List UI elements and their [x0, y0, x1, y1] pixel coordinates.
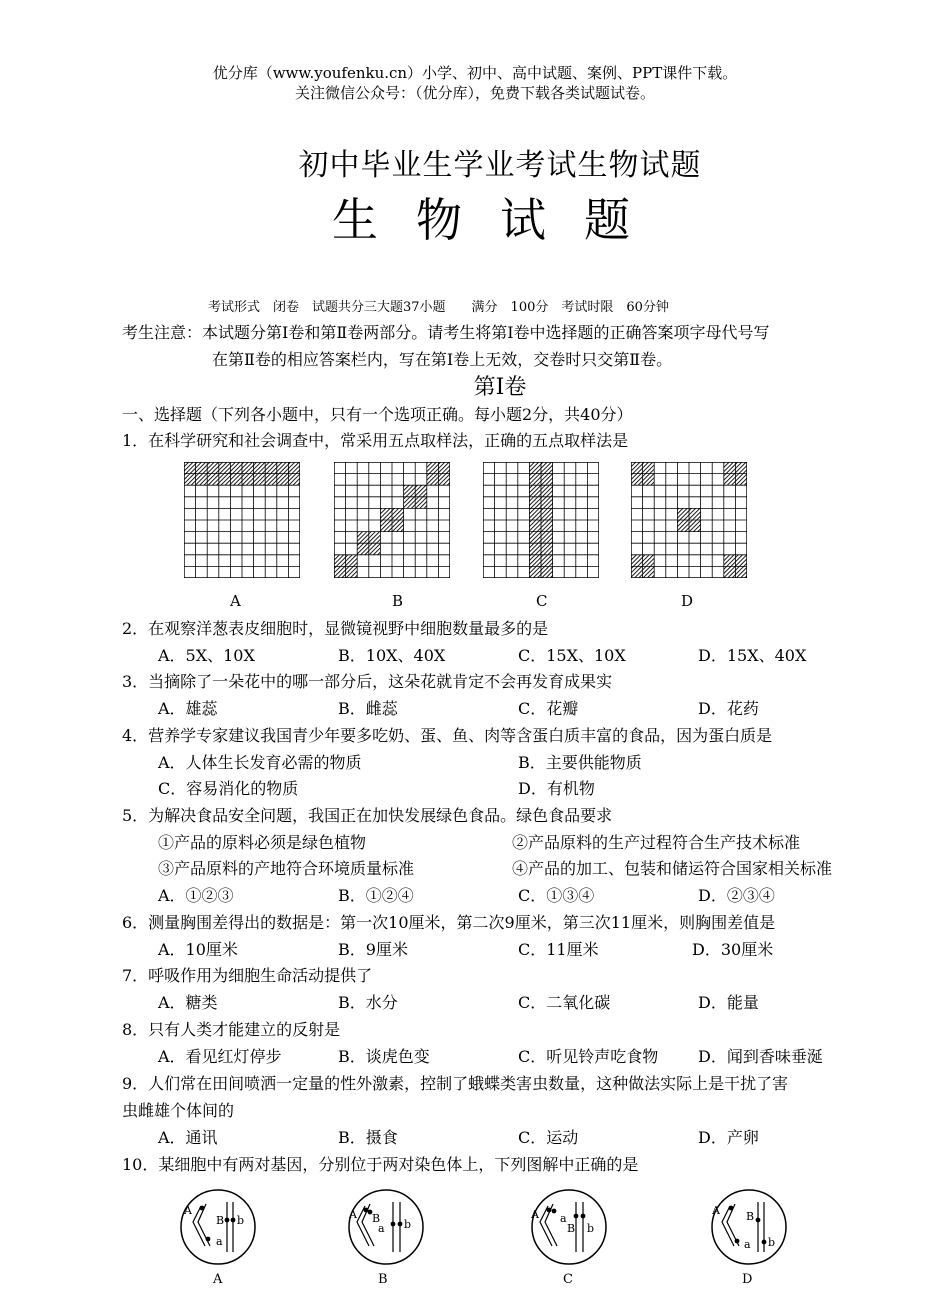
- q6-option-c: C．11厘米: [518, 940, 599, 959]
- sample-cell: [242, 474, 254, 486]
- notice-line-1: 考生注意：本试题分第Ⅰ卷和第Ⅱ卷两部分。请考生将第Ⅰ卷中选择题的正确答案项字母代号写: [122, 323, 770, 342]
- sample-cell: [724, 555, 736, 567]
- q5-statement-3: ③产品原料的产地符合环境质量标准: [158, 859, 415, 878]
- q5-option-d: D．②③④: [698, 886, 775, 905]
- q8-option-b: B．谈虎色变: [338, 1047, 430, 1066]
- q5-statement-1: ①产品的原料必须是绿色植物: [158, 833, 367, 852]
- q10-d-label-B: B: [746, 1210, 755, 1223]
- q10-a-label-b: b: [237, 1214, 245, 1227]
- sample-cell: [346, 555, 358, 567]
- sample-cell: [631, 474, 643, 486]
- sample-cell: [541, 566, 553, 578]
- q1-caption-d: D: [681, 592, 694, 610]
- sample-cell: [254, 474, 266, 486]
- q10-caption-c: C: [563, 1272, 573, 1287]
- sample-cell: [724, 462, 736, 474]
- sample-cell: [230, 462, 242, 474]
- q7-stem: 7．呼吸作用为细胞生命活动提供了: [122, 966, 373, 985]
- q10-a-label-A: A: [184, 1204, 192, 1217]
- sample-cell: [541, 555, 553, 567]
- sample-cell: [277, 462, 289, 474]
- sample-cell: [529, 543, 541, 555]
- sample-cell: [254, 462, 266, 474]
- sample-cell: [207, 474, 219, 486]
- q10-stem: 10．某细胞中有两对基因，分别位于两对染色体上，下列图解中正确的是: [122, 1155, 639, 1174]
- sample-cell: [735, 555, 747, 567]
- q9-stem-line-1: 9．人们常在田间喷洒一定量的性外激素，控制了蛾蝶类害虫数量，这种做法实际上是干扰了害: [122, 1074, 789, 1093]
- sample-cell: [689, 520, 701, 532]
- q8-option-c: C．听见铃声吃食物: [518, 1047, 659, 1066]
- sample-cell: [529, 555, 541, 567]
- sample-cell: [404, 485, 416, 497]
- exam-info: 考试形式 闭卷 试题共分三大题37小题 满分 100分 考试时限 60分钟: [208, 300, 669, 315]
- q10-a-label-B: B: [216, 1214, 225, 1227]
- q1-grid-d: [631, 462, 747, 578]
- q4-option-c: C．容易消化的物质: [158, 779, 299, 798]
- q4-stem: 4．营养学专家建议我国青少年要多吃奶、蛋、鱼、肉等含蛋白质丰富的食品，因为蛋白质是: [122, 726, 773, 745]
- sample-cell: [334, 566, 346, 578]
- q1-caption-b: B: [392, 592, 404, 610]
- sample-cell: [288, 462, 300, 474]
- q1-caption-c: C: [536, 592, 548, 610]
- sample-cell: [529, 520, 541, 532]
- sample-cell: [735, 462, 747, 474]
- sample-cell: [689, 508, 701, 520]
- sample-cell: [631, 566, 643, 578]
- q7-option-a: A．糖类: [158, 993, 218, 1012]
- sample-cell: [724, 474, 736, 486]
- q10-a-label-a: a: [216, 1235, 223, 1248]
- site-header-line-1: 优分库（www.youfenku.cn）小学、初中、高中试题、案例、PPT课件下载。: [212, 64, 738, 82]
- sample-cell: [392, 508, 404, 520]
- q10-c-label-b: b: [587, 1222, 595, 1235]
- q10-b-label-B: B: [372, 1212, 381, 1225]
- sample-cell: [541, 543, 553, 555]
- sample-cell: [541, 485, 553, 497]
- notice-line-2: 在第Ⅱ卷的相应答案栏内，写在第Ⅰ卷上无效，交卷时只交第Ⅱ卷。: [212, 350, 673, 369]
- sample-cell: [357, 543, 369, 555]
- site-header-line-2: 关注微信公众号：（优分库），免费下载各类试题试卷。: [294, 84, 655, 102]
- q2-option-c: C．15X、10X: [518, 646, 626, 665]
- q10-d-label-A: A: [712, 1204, 720, 1217]
- q3-option-c: C．花瓣: [518, 699, 579, 718]
- section-title: 第Ⅰ卷: [473, 375, 527, 400]
- q10-c-label-A: A: [531, 1208, 539, 1221]
- q5-option-c: C．①③④: [518, 886, 595, 905]
- q1-caption-a: A: [230, 592, 241, 610]
- q10-cell-d: [706, 1184, 792, 1270]
- q10-cell-a: [175, 1184, 261, 1270]
- sample-cell: [541, 520, 553, 532]
- sample-cell: [184, 474, 196, 486]
- sample-cell: [288, 474, 300, 486]
- q2-option-d: D．15X、40X: [698, 646, 807, 665]
- sample-cell: [677, 508, 689, 520]
- sample-cell: [735, 474, 747, 486]
- sample-cell: [529, 485, 541, 497]
- sample-cell: [230, 474, 242, 486]
- q10-caption-a: A: [213, 1272, 223, 1287]
- q6-option-d: D．30厘米: [692, 940, 774, 959]
- sample-cell: [427, 474, 439, 486]
- sample-cell: [427, 462, 439, 474]
- sample-cell: [631, 462, 643, 474]
- q6-stem: 6．测量胸围差得出的数据是：第一次10厘米，第二次9厘米，第三次11厘米，则胸围差值是: [122, 913, 776, 932]
- q10-d-label-b: b: [768, 1236, 776, 1249]
- sample-cell: [196, 462, 208, 474]
- q4-option-a: A．人体生长发育必需的物质: [158, 753, 362, 772]
- q3-option-b: B．雌蕊: [338, 699, 398, 718]
- q6-option-b: B．9厘米: [338, 940, 408, 959]
- sample-cell: [265, 462, 277, 474]
- sample-cell: [207, 462, 219, 474]
- q10-cell-b: [343, 1184, 429, 1270]
- sample-cell: [529, 566, 541, 578]
- sample-cell: [438, 474, 450, 486]
- sample-cell: [392, 520, 404, 532]
- q4-option-b: B．主要供能物质: [518, 753, 642, 772]
- sample-cell: [541, 474, 553, 486]
- exam-title: 初中毕业生学业考试生物试题: [298, 148, 702, 183]
- q8-option-d: D．闻到香味垂涎: [698, 1047, 823, 1066]
- sample-cell: [529, 497, 541, 509]
- sample-cell: [404, 497, 416, 509]
- q8-stem: 8．只有人类才能建立的反射是: [122, 1020, 341, 1039]
- q3-option-d: D．花药: [698, 699, 759, 718]
- q5-option-b: B．①②④: [338, 886, 414, 905]
- q9-stem-line-2: 虫雌雄个体间的: [122, 1101, 235, 1120]
- sample-cell: [643, 566, 655, 578]
- sample-cell: [677, 520, 689, 532]
- q10-b-label-a: a: [378, 1222, 385, 1235]
- q5-statement-2: ②产品原料的生产过程符合生产技术标准: [512, 833, 801, 852]
- q1-grid-a: [184, 462, 300, 578]
- q3-stem: 3．当摘除了一朵花中的哪一部分后，这朵花就肯定不会再发育成果实: [122, 672, 613, 691]
- part-heading: 一、选择题（下列各小题中，只有一个选项正确。每小题2分，共40分）: [122, 405, 633, 424]
- q5-stem: 5．为解决食品安全问题，我国正在加快发展绿色食品。绿色食品要求: [122, 806, 613, 825]
- sample-cell: [346, 566, 358, 578]
- sample-cell: [415, 485, 427, 497]
- q10-c-label-a: a: [560, 1212, 567, 1225]
- q10-d-label-a: a: [744, 1238, 751, 1251]
- sample-cell: [541, 497, 553, 509]
- q10-b-label-A: A: [349, 1208, 357, 1221]
- q4-option-d: D．有机物: [518, 779, 595, 798]
- sample-cell: [529, 508, 541, 520]
- sample-cell: [631, 555, 643, 567]
- q1-grid-b: [334, 462, 450, 578]
- sample-cell: [334, 555, 346, 567]
- q9-option-a: A．通讯: [158, 1128, 218, 1147]
- sample-cell: [380, 520, 392, 532]
- exam-subtitle: 生物试题: [332, 193, 668, 247]
- q7-option-d: D．能量: [698, 993, 759, 1012]
- sample-cell: [219, 462, 231, 474]
- sample-cell: [643, 555, 655, 567]
- sample-cell: [529, 532, 541, 544]
- sample-cell: [184, 462, 196, 474]
- sample-cell: [724, 566, 736, 578]
- q10-b-label-b: b: [404, 1218, 412, 1231]
- sample-cell: [357, 532, 369, 544]
- q9-option-b: B．摄食: [338, 1128, 398, 1147]
- q3-option-a: A．雄蕊: [158, 699, 218, 718]
- q10-caption-b: B: [378, 1272, 388, 1287]
- sample-cell: [242, 462, 254, 474]
- q5-statement-4: ④产品的加工、包装和储运符合国家相关标准: [512, 859, 833, 878]
- q10-caption-d: D: [742, 1272, 753, 1287]
- sample-cell: [529, 474, 541, 486]
- sample-cell: [735, 566, 747, 578]
- sample-cell: [380, 508, 392, 520]
- sample-cell: [541, 532, 553, 544]
- sample-cell: [369, 543, 381, 555]
- q5-option-a: A．①②③: [158, 886, 234, 905]
- sample-cell: [415, 497, 427, 509]
- sample-cell: [196, 474, 208, 486]
- q2-stem: 2．在观察洋葱表皮细胞时，显微镜视野中细胞数量最多的是: [122, 619, 549, 638]
- q7-option-c: C．二氧化碳: [518, 993, 611, 1012]
- q9-option-c: C．运动: [518, 1128, 579, 1147]
- q9-option-d: D．产卵: [698, 1128, 759, 1147]
- q2-option-b: B．10X、40X: [338, 646, 446, 665]
- q10-c-label-B: B: [567, 1222, 576, 1235]
- q6-option-a: A．10厘米: [158, 940, 238, 959]
- sample-cell: [541, 462, 553, 474]
- sample-cell: [277, 474, 289, 486]
- q2-option-a: A．5X、10X: [158, 646, 255, 665]
- sample-cell: [529, 462, 541, 474]
- q1-grid-c: [483, 462, 599, 578]
- sample-cell: [265, 474, 277, 486]
- sample-cell: [643, 474, 655, 486]
- sample-cell: [438, 462, 450, 474]
- sample-cell: [369, 532, 381, 544]
- q8-option-a: A．看见红灯停步: [158, 1047, 282, 1066]
- sample-cell: [219, 474, 231, 486]
- q1-stem: 1．在科学研究和社会调查中，常采用五点取样法，正确的五点取样法是: [122, 431, 629, 450]
- sample-cell: [541, 508, 553, 520]
- q7-option-b: B．水分: [338, 993, 398, 1012]
- sample-cell: [643, 462, 655, 474]
